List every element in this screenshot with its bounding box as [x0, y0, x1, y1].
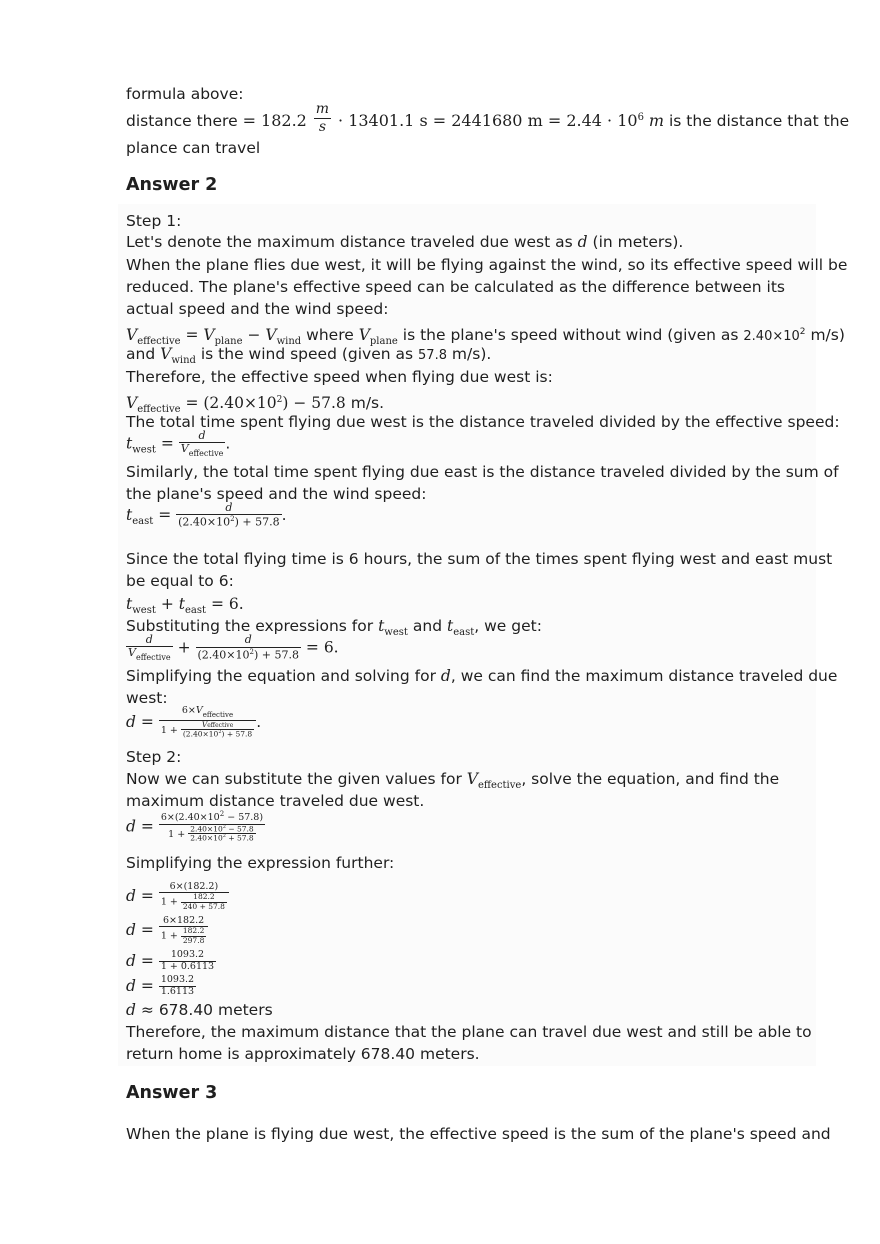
simplify-step-2: d = 6×182.2 1 + $\frac{182.2}{297.8}$ — [126, 916, 208, 945]
numerator: 182.2 — [181, 893, 227, 902]
exponent: 2 — [218, 729, 222, 736]
plane-speed-value: 2.40×10 — [743, 329, 800, 345]
numerator: 1093.2 — [159, 950, 216, 961]
sub-effective: effective — [137, 404, 181, 416]
var-d: d — [126, 887, 136, 906]
var-d: d — [126, 1001, 136, 1019]
exponent: 2 — [222, 823, 226, 830]
numerator: 182.2 — [182, 926, 205, 936]
fraction-west — [126, 634, 173, 662]
var-t: t — [126, 506, 133, 525]
var-v: V — [466, 770, 478, 788]
text-fragment: (in meters). — [592, 233, 684, 251]
den: (2.40×10 — [182, 729, 219, 739]
approx-symbol: ≈ — [140, 1001, 154, 1019]
answer-2-heading: Answer 2 — [126, 175, 218, 195]
expr: = 6. — [305, 638, 339, 657]
var-v: V — [265, 326, 277, 345]
expr: 2.40×10 — [190, 833, 223, 843]
denominator: 297.8 — [182, 935, 205, 945]
text-fragment: is the plane's speed without wind (given as — [402, 326, 739, 345]
unit-denominator: s — [318, 118, 327, 135]
simplify-fraction-3 — [159, 950, 216, 972]
sum-equation: $t_{west} + t_{east} = 6$. — [126, 595, 244, 616]
numerator: 6×(182.2) — [159, 882, 229, 893]
sub-wind: wind — [171, 355, 196, 366]
sub-effective: effective — [188, 449, 224, 459]
simplify-fraction-2 — [159, 916, 209, 945]
paragraph-line: The total time spent flying due west is the distance traveled divided by the effective speed: — [126, 413, 840, 431]
text-fragment: Now we can substitute the given values for — [126, 770, 462, 788]
step-1-label: Step 1: — [126, 212, 182, 230]
numerator: 1093.2 — [160, 974, 195, 986]
sub-east: east — [132, 516, 154, 528]
den: (2.40×10 — [178, 515, 231, 529]
var-v: V — [203, 326, 215, 345]
expr: 6×(2.40×10 — [160, 812, 220, 824]
sub-effective: effective — [137, 336, 181, 348]
denominator: 1.6113 — [160, 985, 195, 997]
var-t: t — [378, 617, 385, 635]
distance-value-b: · 13401.1 s = 2441680 m = 2.44 · 10 — [338, 111, 638, 131]
fraction-east — [196, 634, 301, 661]
sub-plane: plane — [369, 336, 398, 348]
unit: m/s. — [350, 394, 385, 413]
var-d: d — [126, 921, 136, 940]
expr: 2.40×10 — [190, 824, 223, 834]
text-fragment: , solve the equation, and find the — [521, 770, 780, 788]
numerator: d — [196, 634, 301, 647]
wind-speed-value: 57.8 — [418, 348, 447, 363]
var-v: V — [126, 326, 138, 345]
expr: = 6. — [210, 595, 244, 613]
t-east-equation: $t_{east}$ = $\frac{d}{(2.40\times 10^2) + 57.8}$ . — [126, 501, 287, 529]
expr: 1 + — [168, 828, 186, 840]
t-east-fraction — [176, 502, 281, 529]
d-substituted-fraction — [159, 811, 265, 843]
sub-wind: wind — [276, 336, 302, 348]
expr: ) − 57.8 — [282, 394, 346, 413]
sub-west: west — [132, 444, 156, 456]
expr: 1 + — [160, 896, 178, 908]
result-line — [126, 999, 273, 1021]
d-general-fraction — [159, 706, 256, 739]
expr: − 57.8 — [225, 824, 254, 834]
var-v: V — [195, 705, 203, 716]
expr: 1 + — [160, 724, 178, 736]
text-fragment: Substituting the expressions for — [126, 617, 374, 635]
numerator: 6×182.2 — [159, 916, 209, 927]
var-v: V — [160, 345, 172, 363]
unit-fraction — [314, 102, 331, 134]
distance-suffix: is the distance that the — [668, 112, 850, 131]
expr: + 57.8 — [225, 833, 254, 843]
d-substituted-equation: d = $6\times(2.40\times 10^2 - 57.8)$ 1 + $\frac{2.40\times 10^2 - 57.8}{2.40\times 10^2 + 57.8}$ — [126, 810, 264, 843]
var-t: t — [126, 434, 133, 453]
var-t: t — [446, 617, 454, 635]
var-d: d — [126, 817, 136, 836]
expr: − 57.8) — [224, 812, 264, 824]
text-fragment: , we can find the maximum distance traveled due — [450, 667, 838, 685]
text-fragment: where — [306, 326, 354, 345]
text-fragment: is the wind speed (given as — [200, 345, 414, 363]
den: (2.40×10 — [197, 648, 250, 662]
paragraph-line: Therefore, the effective speed when flying due west is: — [126, 368, 553, 386]
exponent: 2 — [230, 515, 235, 524]
text-fragment: and — [412, 617, 443, 635]
paragraph-line: When the plane flies due west, it will be flying against the wind, so its effective speed will be — [126, 256, 848, 274]
nested-fraction — [181, 893, 227, 911]
sub-effective: effective — [135, 653, 171, 663]
simplifying-text — [126, 665, 837, 687]
var-v: V — [180, 442, 189, 456]
text-fragment: , we get: — [474, 617, 542, 635]
sub-east: east — [453, 627, 475, 638]
var-v: V — [358, 326, 370, 345]
exponent: 2 — [276, 395, 283, 405]
exponent: 2 — [219, 810, 225, 818]
simplify-fraction-1 — [159, 882, 229, 911]
var-d: d — [440, 667, 451, 685]
paragraph-line: Since the total flying time is 6 hours, the sum of the times spent flying west and east must — [126, 550, 833, 568]
paragraph-line: actual speed and the wind speed: — [126, 300, 389, 318]
sub-west: west — [132, 605, 156, 616]
unit-numerator: m — [315, 101, 330, 118]
distance-value-a: = 182.2 — [242, 111, 307, 131]
var-d: d — [577, 233, 588, 251]
exponent: 2 — [249, 647, 254, 656]
d-general-equation: d = $6\times V_{effective}$ 1 + $\frac{\text{Veffective}}{(2.40\times 10^2) + 57.8}$ . — [126, 705, 262, 739]
simplify-step-3: d = $\frac{1093.2}{1 + 0.6113}$ — [126, 949, 215, 972]
paragraph-line: When the plane is flying due west, the effective speed is the sum of the plane's speed and — [126, 1125, 831, 1143]
sub-effective: effective — [207, 721, 234, 729]
sub-east: east — [184, 605, 207, 616]
var-v: V — [126, 394, 138, 413]
var-d: d — [126, 977, 136, 995]
t-west-equation: $t_{west}$ = $\frac{d}{V_{effective}}$ . — [126, 429, 231, 459]
sub-west: west — [384, 627, 408, 638]
nested-fraction — [181, 721, 254, 740]
numerator: d — [176, 502, 281, 515]
var-v: V — [201, 719, 208, 729]
plance-travel-text: plance can travel — [126, 139, 261, 157]
var-t: t — [126, 595, 133, 613]
distance-unit: m — [648, 111, 665, 131]
text-fragment: Simplifying the equation and solving for — [126, 667, 436, 685]
text-fragment: Let's denote the maximum distance traveled due west as — [126, 233, 573, 251]
t-west-fraction — [179, 430, 226, 458]
nested-fraction — [188, 825, 255, 844]
exponent: 2 — [222, 833, 226, 840]
paragraph-line: reduced. The plane's effective speed can be calculated as the difference between its — [126, 278, 785, 296]
den: ) + 57.8 — [234, 515, 280, 529]
sub-plane: plane — [214, 336, 243, 348]
unit: m/s). — [451, 345, 492, 363]
sub-effective: effective — [478, 780, 522, 791]
substituted-equation: $\frac{d}{V_{effective}}$ + $\frac{d}{(2.40\times 10^2) + 57.8}$ = 6. — [128, 633, 339, 663]
denominator: 240 + 57.8 — [182, 901, 225, 911]
paragraph-line: be equal to 6: — [126, 572, 234, 590]
var-v: V — [128, 646, 136, 660]
denote-distance-text — [126, 231, 683, 253]
step-2-label: Step 2: — [126, 748, 182, 766]
formula-above-text: formula above: — [126, 85, 244, 103]
paragraph-line: west: — [126, 689, 168, 707]
var-d: d — [126, 713, 136, 732]
simplify-step-4: d = $\frac{1093.2}{1.6113}$ — [126, 974, 195, 997]
paragraph-line: Simplifying the expression further: — [126, 854, 395, 872]
simplify-step-1: d = 6×(182.2) 1 + $\frac{182.2}{240 + 57.8}$ — [126, 882, 229, 911]
den: ) + 57.8 — [253, 648, 299, 662]
distance-formula-line — [126, 101, 850, 135]
paragraph-line: the plane's speed and the wind speed: — [126, 485, 427, 503]
effective-speed-definition: $V_{effective} = V_{plane} - V_{wind}$ where $V_{plane}$ is the plane's speed without wind (given as $2.40\times 10^2$ m/s) — [126, 326, 845, 348]
expr: 1 + — [160, 930, 178, 942]
den: ) + 57.8 — [221, 729, 253, 739]
var-t: t — [178, 595, 185, 613]
var-d: d — [126, 952, 136, 970]
expr: 6× — [181, 705, 196, 716]
simplify-fraction-4 — [159, 975, 196, 997]
exponent: 2 — [799, 327, 806, 337]
paragraph-line: maximum distance traveled due west. — [126, 792, 425, 810]
answer-3-heading: Answer 3 — [126, 1083, 218, 1103]
sub-effective: effective — [202, 711, 234, 719]
conclusion-line: Therefore, the maximum distance that the plane can travel due west and still be able to — [126, 1023, 812, 1041]
numerator: d — [179, 430, 226, 443]
denominator: 1 + 0.6113 — [160, 960, 215, 972]
distance-label: distance there — [126, 112, 238, 131]
text-fragment: and — [126, 345, 156, 363]
numerator: d — [126, 634, 173, 647]
paragraph-line: Similarly, the total time spent flying due east is the distance traveled divided by the sum of — [126, 463, 839, 481]
expr: = (2.40×10 — [185, 394, 277, 413]
unit: m/s) — [810, 326, 845, 345]
distance-exponent: 6 — [637, 112, 644, 123]
nested-fraction — [181, 927, 206, 945]
conclusion-line: return home is approximately 678.40 meters. — [126, 1045, 480, 1063]
result-value: 678.40 meters — [158, 1001, 273, 1019]
